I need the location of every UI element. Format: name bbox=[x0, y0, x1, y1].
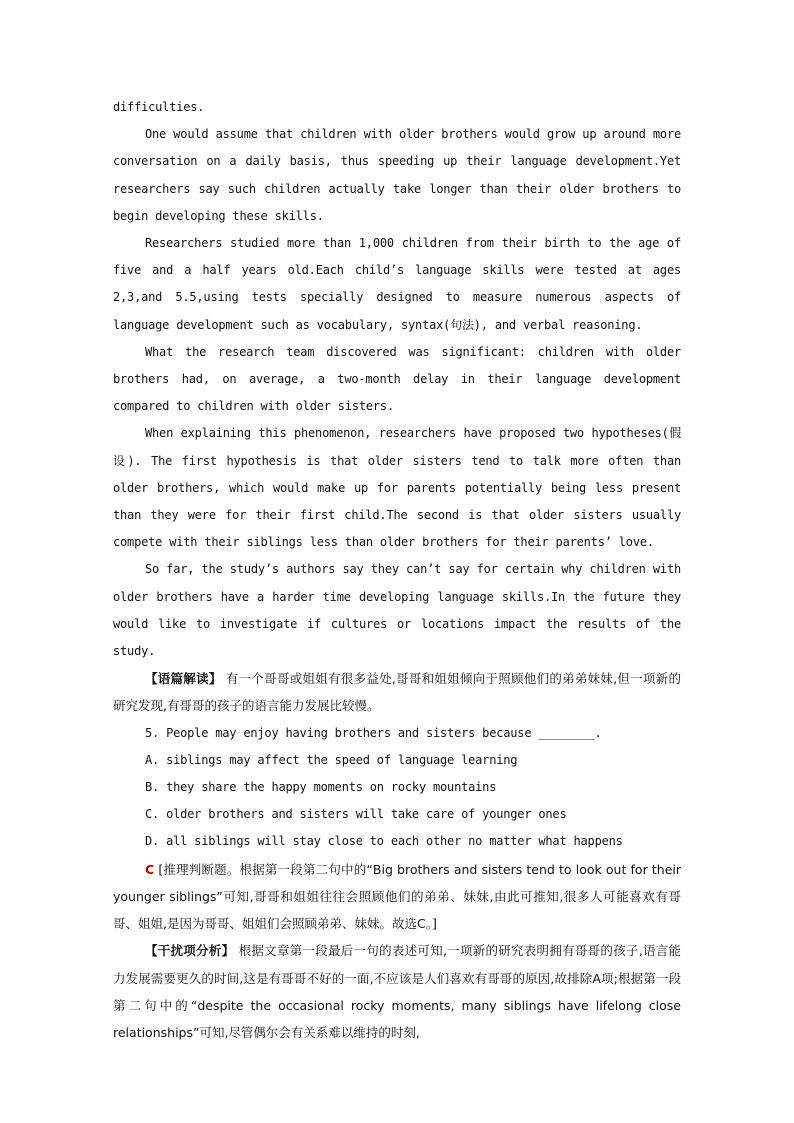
passage-paragraph-2: Researchers studied more than 1,000 children from their birth to the age of five and a half years old.Each child’s language skills were tested at ages 2,3,and 5.5,using tests specially designed to measure numerous aspects of language development such as vocabulary, syntax(句法), and verbal reasoning. bbox=[113, 236, 681, 332]
discourse-analysis bbox=[113, 665, 681, 719]
distractor-analysis-label: 【干扰项分析】 bbox=[145, 943, 235, 959]
option-c: C. older brothers and sisters will take care of younger ones bbox=[145, 807, 567, 822]
answer-explanation bbox=[113, 856, 681, 938]
passage-paragraph-1: One would assume that children with older brothers would grow up around more conversation on a daily basis, thus speeding up their language development.Yet researchers say such children actually take longer than their older brothers to begin developing these skills. bbox=[113, 127, 681, 223]
discourse-analysis-label: 【语篇解读】 bbox=[145, 671, 222, 687]
distractor-analysis bbox=[113, 937, 681, 1046]
passage-paragraph-3: What the research team discovered was significant: children with older brothers had, on average, a two-month delay in their language development compared to children with older sisters. bbox=[113, 344, 681, 414]
passage-paragraph-4: When explaining this phenomenon, researchers have proposed two hypotheses(假设). The first hypothesis is that older sisters tend to talk more often than older brothers, which would make up for parents potentially being less present than they were for their first child.The second is that older sisters usually compete with their siblings less than older brothers for their parents’ love. bbox=[113, 426, 681, 550]
discourse-analysis-text: 有一个哥哥或姐姐有很多益处,哥哥和姐姐倾向于照顾他们的弟弟妹妹,但一项新的研究发现,有哥哥的孩子的语言能力发展比较慢。 bbox=[113, 671, 681, 714]
question-stem: 5. People may enjoy having brothers and sisters because ________. bbox=[145, 725, 602, 740]
passage-paragraph-5: So far, the study’s authors say they can’t say for certain why children with older brothers have a harder time developing language skills.In the future they would like to investigate if cultures or locations impact the results of the study. bbox=[113, 562, 681, 659]
answer-letter: C bbox=[145, 861, 155, 877]
option-b: B. they share the happy moments on rocky mountains bbox=[145, 780, 497, 795]
option-d: D. all siblings will stay close to each other no matter what happens bbox=[145, 834, 623, 849]
document-body bbox=[113, 94, 681, 1046]
option-a: A. siblings may affect the speed of language learning bbox=[145, 752, 518, 767]
distractor-analysis-text: 根据文章第一段最后一句的表述可知,一项新的研究表明拥有哥哥的孩子,语言能力发展需要更久的时间,这是有哥哥不好的一面,不应该是人们喜欢有哥哥的原因,故排除A项;根据第一段第二句中的“despite the occasional rocky moments, many siblings have lifelong close relationships”可知,尽管偶尔会有关系难以维持的时刻, bbox=[113, 943, 681, 1040]
passage-paragraph-0: difficulties. bbox=[113, 100, 205, 114]
answer-explanation-text: [推理判断题。根据第一段第二句中的“Big brothers and sisters tend to look out for their younger siblings”可知,哥哥和姐姐往往会照顾他们的弟弟、妹妹,由此可推知,很多人可能喜欢有哥哥、姐姐,是因为哥哥、姐姐们会照顾弟弟、妹妹。故选C。] bbox=[113, 861, 681, 932]
